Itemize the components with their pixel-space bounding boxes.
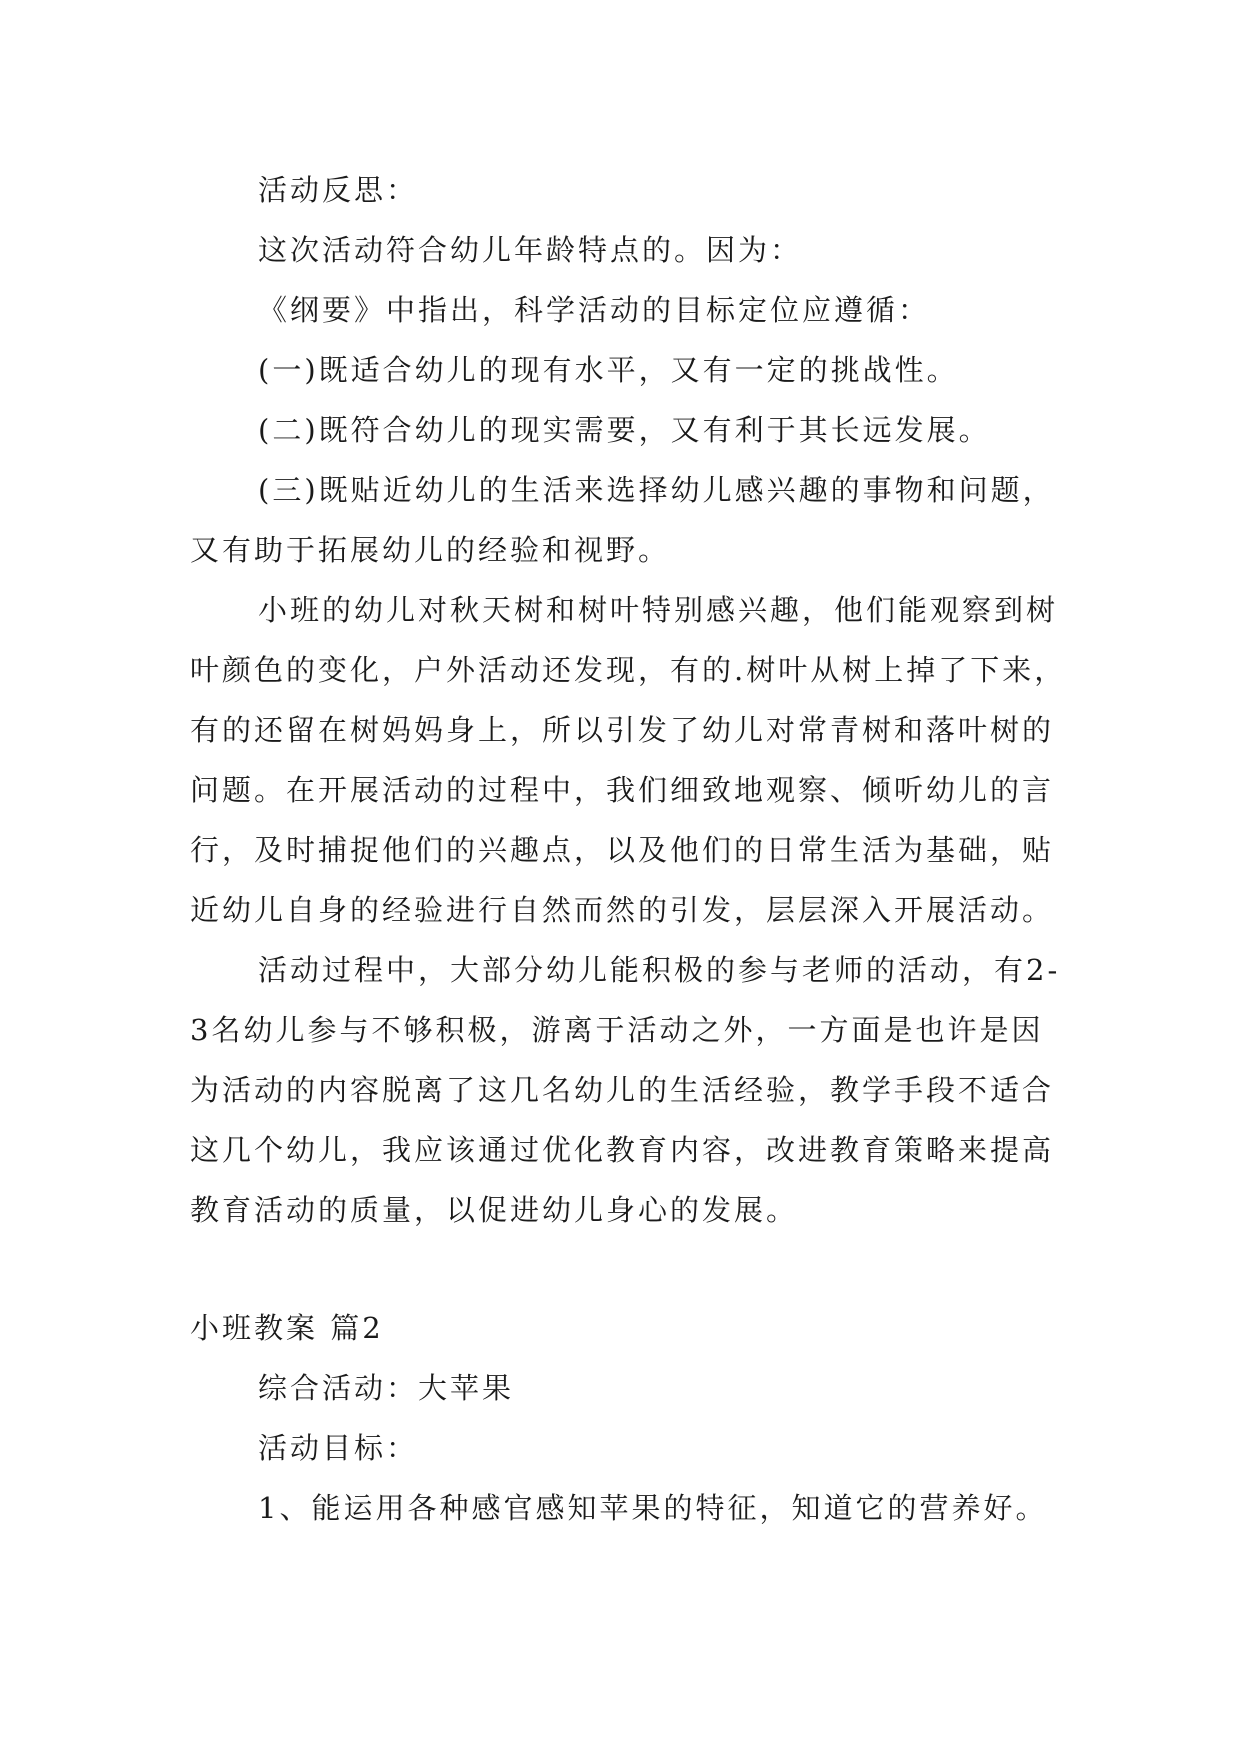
section-title: 小班教案 篇2 (190, 1311, 384, 1345)
paragraph-observation: 小班的幼儿对秋天树和树叶特别感兴趣，他们能观察到树叶颜色的变化，户外活动还发现，有的.树叶从树上掉了下来，有的还留在树妈妈身上，所以引发了幼儿对常青树和落叶树的问题。在开展活动的过程中，我们细致地观察、倾听幼儿的言行，及时捕捉他们的兴趣点，以及他们的日常生活为基础，贴近幼儿自身的经验进行自然而然的引发，层层深入开展活动。 (190, 593, 1067, 927)
paragraph-point-one: (一)既适合幼儿的现有水平，又有一定的挑战性。 (258, 353, 959, 387)
paragraph-goals-heading: 活动目标： (258, 1431, 419, 1465)
paragraph-outline-quote: 《纲要》中指出，科学活动的目标定位应遵循： (258, 293, 931, 327)
paragraph-process-reflection: 活动过程中，大部分幼儿能积极的参与老师的活动，有2-3名幼儿参与不够积极，游离于活动之外，一方面是也许是因为活动的内容脱离了这几名幼儿的生活经验，教学手段不适合这几个幼儿，我应该通过优化教育内容，改进教育策略来提高教育活动的质量，以促进幼儿身心的发展。 (190, 953, 1061, 1227)
paragraph-reflection-heading: 活动反思： (258, 173, 419, 207)
paragraph-point-three: (三)既贴近幼儿的生活来选择幼儿感兴趣的事物和问题，又有助于拓展幼儿的经验和视野。 (190, 473, 1055, 567)
document-body (190, 160, 1070, 1538)
paragraph-point-two: (二)既符合幼儿的现实需要，又有利于其长远发展。 (258, 413, 991, 447)
paragraph-reason-intro: 这次活动符合幼儿年龄特点的。因为： (258, 233, 803, 267)
paragraph-activity-name: 综合活动：大苹果 (258, 1371, 515, 1405)
paragraph-goal-one: 1、能运用各种感官感知苹果的特征，知道它的营养好。 (258, 1491, 1048, 1525)
